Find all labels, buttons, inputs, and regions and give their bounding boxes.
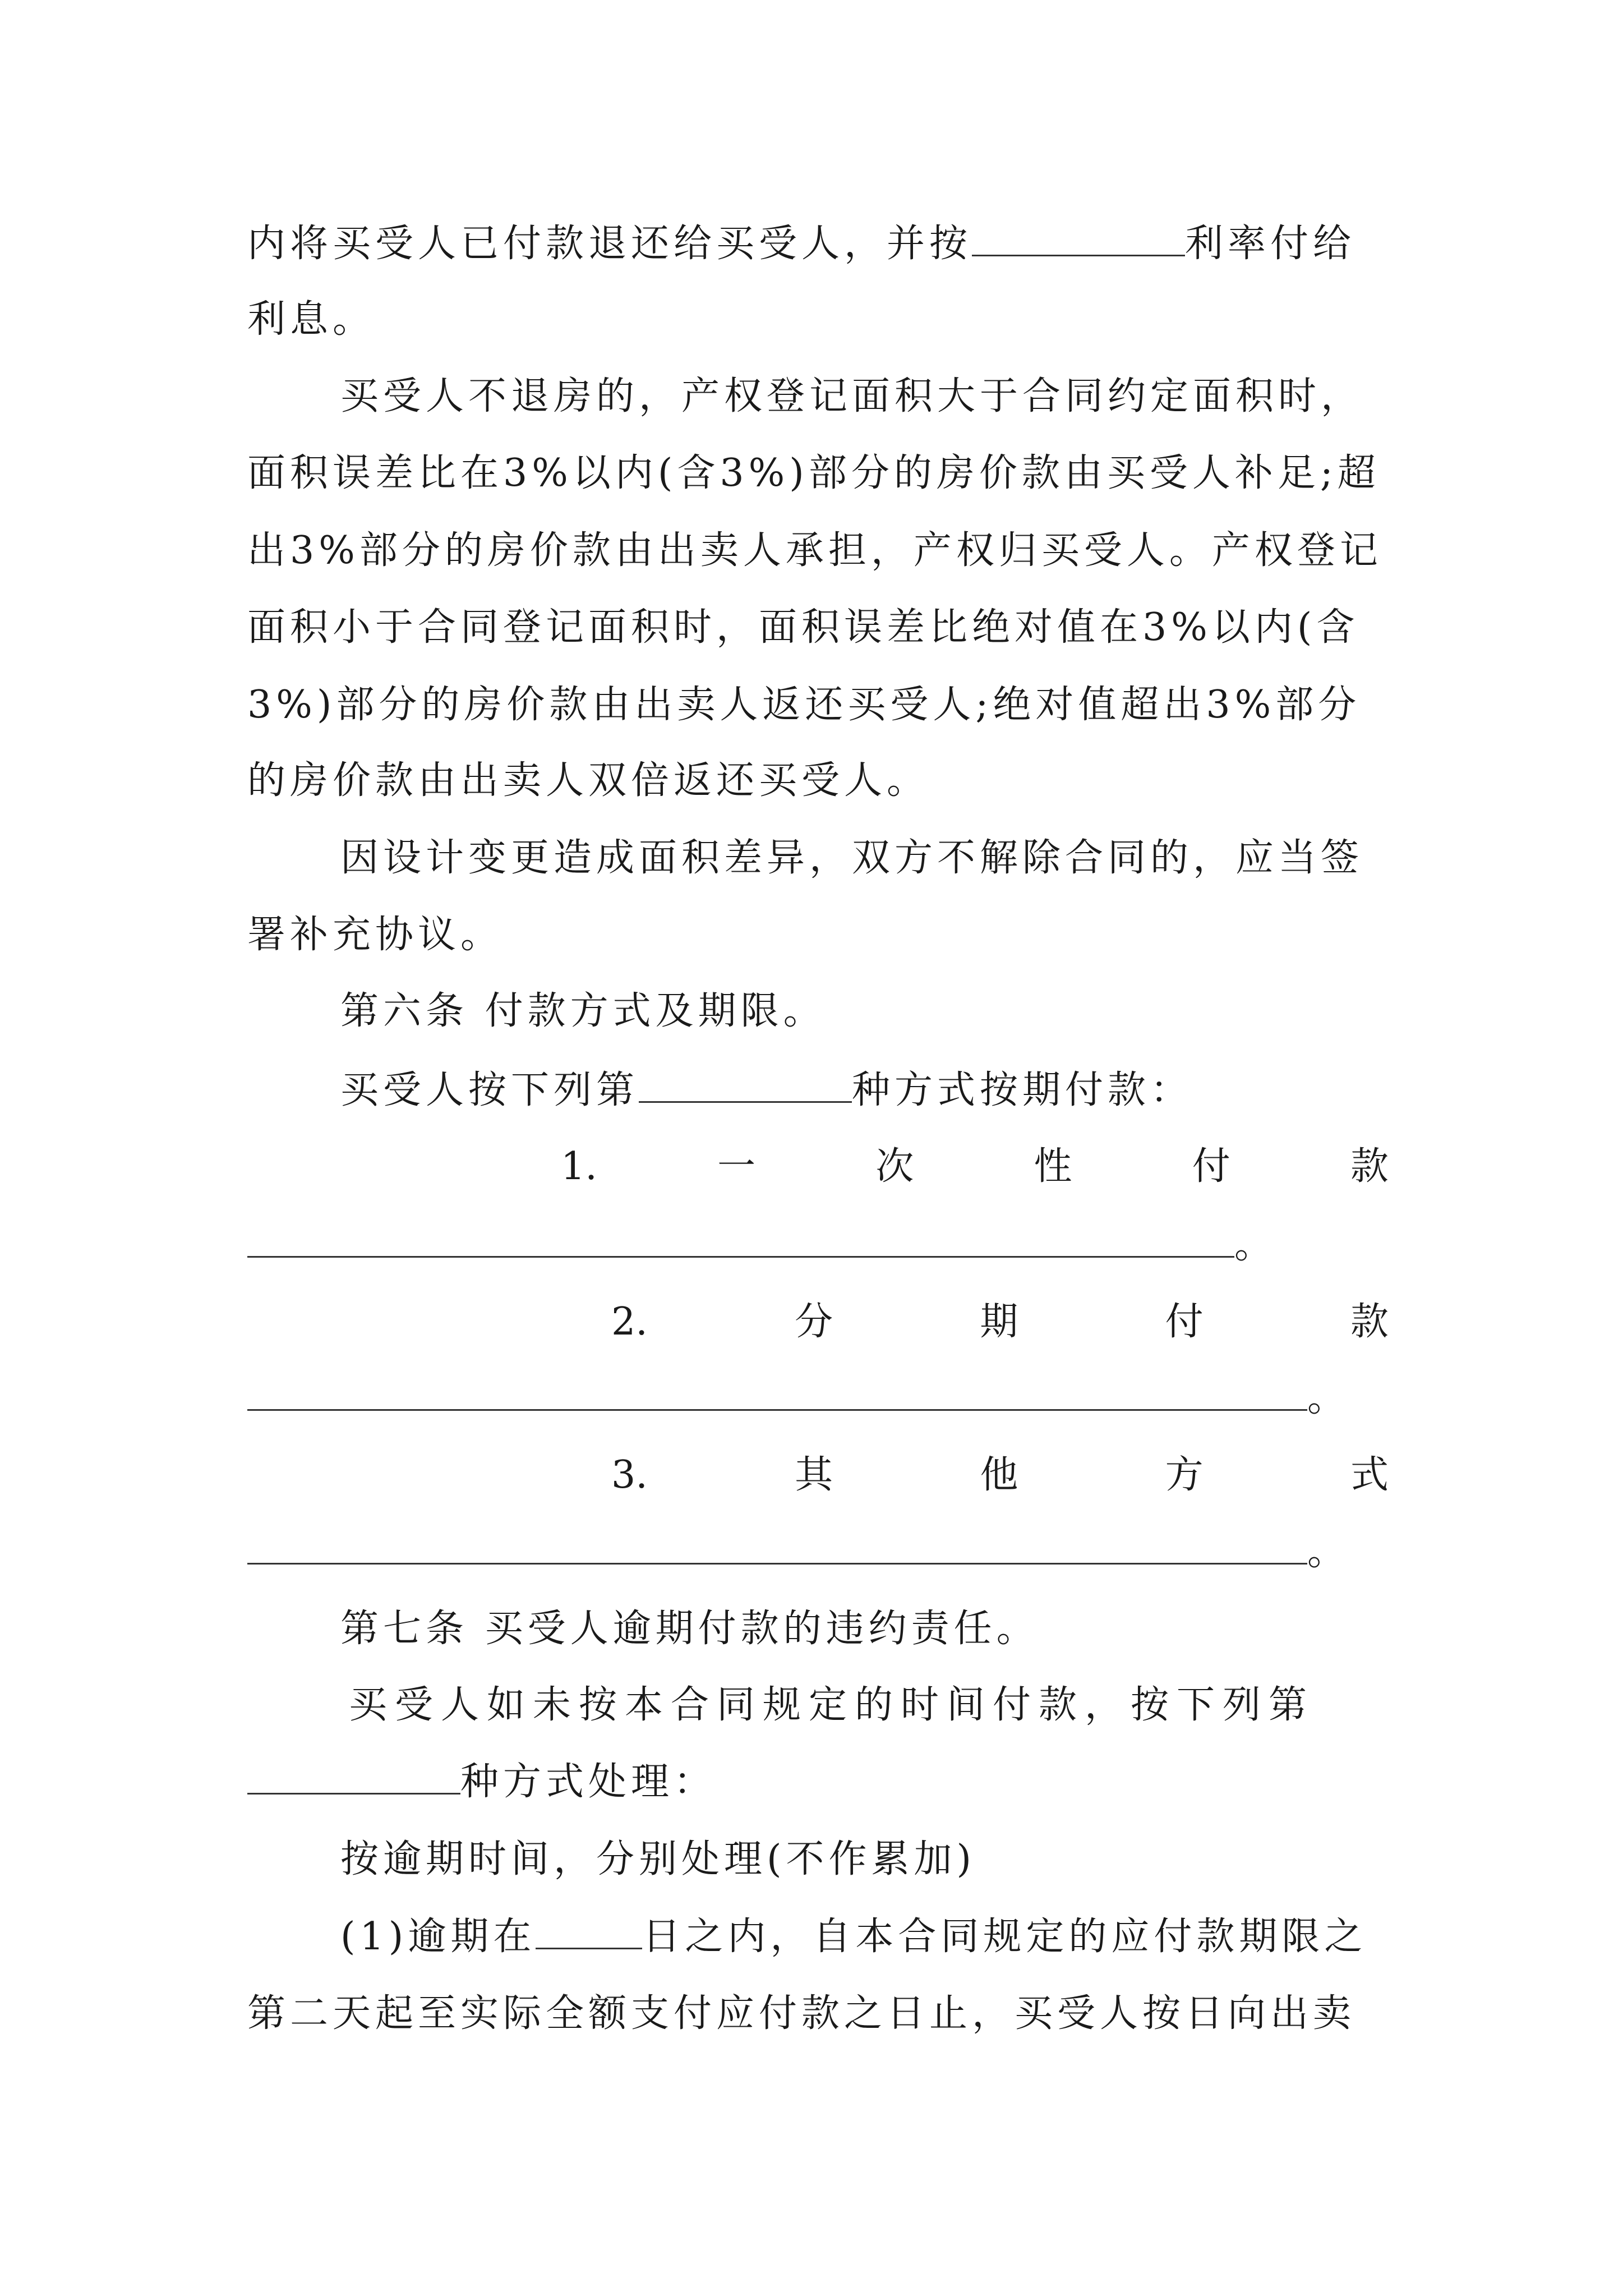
option-char: 他 (980, 1453, 1018, 1497)
option-char: 一 (717, 1144, 756, 1189)
text-run: (1)逾期在 (340, 1915, 536, 1959)
text-line: 按逾期时间，分别处理(不作累加) (340, 1837, 976, 1881)
text-line: 的房价款由出卖人双倍返还买受人。 (247, 758, 930, 803)
text-run: 。 (1307, 1376, 1350, 1420)
option-char: 款 (1350, 1300, 1389, 1344)
article-heading: 第六条 付款方式及期限。 (340, 989, 826, 1033)
text-run: 种方式处理： (460, 1760, 717, 1804)
option-char: 付 (1192, 1144, 1230, 1189)
option-char: 次 (875, 1144, 914, 1189)
text-run: 日之内，自本合同规定的应付款期限之 (642, 1915, 1367, 1959)
blank-field (247, 1529, 1307, 1565)
option-char: 性 (1034, 1144, 1072, 1189)
text-line: 因设计变更造成面积差异，双方不解除合同的，应当签 (340, 836, 1364, 880)
text-run: 利率付给 (1185, 222, 1356, 266)
option-number: 3. (611, 1453, 648, 1497)
fill-line (247, 1359, 1389, 1438)
text-run: 内将买受人已付款退还给买受人，并按 (247, 222, 972, 266)
option-char: 付 (1165, 1300, 1204, 1344)
text-run: 。 (1307, 1530, 1350, 1574)
text-line: 署补充协议。 (247, 913, 504, 957)
text-line (340, 1051, 1389, 1130)
option-line (611, 1283, 1389, 1361)
option-char: 款 (1350, 1144, 1389, 1189)
text-run: 。 (1234, 1223, 1278, 1267)
fill-line (247, 1513, 1389, 1591)
blank-field (972, 221, 1185, 256)
fill-line (247, 1206, 1389, 1285)
text-run: 种方式按期付款： (852, 1068, 1193, 1112)
blank-field (247, 1375, 1307, 1411)
option-number: 2. (611, 1300, 648, 1344)
text-line: 买受人不退房的，产权登记面积大于合同约定面积时， (340, 374, 1364, 418)
text-line (247, 205, 1389, 283)
option-line (561, 1128, 1389, 1206)
text-line: 出3%部分的房价款由出卖人承担，产权归买受人。产权登记 (247, 528, 1382, 573)
option-line (611, 1436, 1389, 1515)
blank-field (639, 1068, 852, 1103)
option-char: 分 (795, 1300, 833, 1344)
text-line: 面积误差比在3%以内(含3%)部分的房价款由买受人补足;超 (247, 451, 1380, 495)
option-number: 1. (561, 1144, 597, 1189)
option-char: 其 (795, 1453, 833, 1497)
text-line: 买受人如未按本合同规定的时间付款，按下列第 (349, 1683, 1315, 1727)
text-line: 3%)部分的房价款由出卖人返还买受人;绝对值超出3%部分 (247, 683, 1361, 727)
text-run: 买受人按下列第 (340, 1068, 639, 1112)
text-line: 利息。 (247, 297, 376, 342)
text-line (340, 1898, 1389, 1976)
blank-field (536, 1914, 642, 1949)
text-line: 第二天起至实际全额支付应付款之日止，买受人按日向出卖 (247, 1991, 1356, 2036)
blank-field (247, 1222, 1234, 1258)
option-char: 式 (1350, 1453, 1389, 1497)
article-heading: 第七条 买受人逾期付款的违约责任。 (340, 1607, 1039, 1651)
option-char: 方 (1165, 1453, 1204, 1497)
option-char: 期 (980, 1300, 1018, 1344)
blank-field (247, 1759, 460, 1795)
text-line (247, 1743, 1389, 1821)
text-line: 面积小于合同登记面积时，面积误差比绝对值在3%以内(含 (247, 605, 1359, 650)
